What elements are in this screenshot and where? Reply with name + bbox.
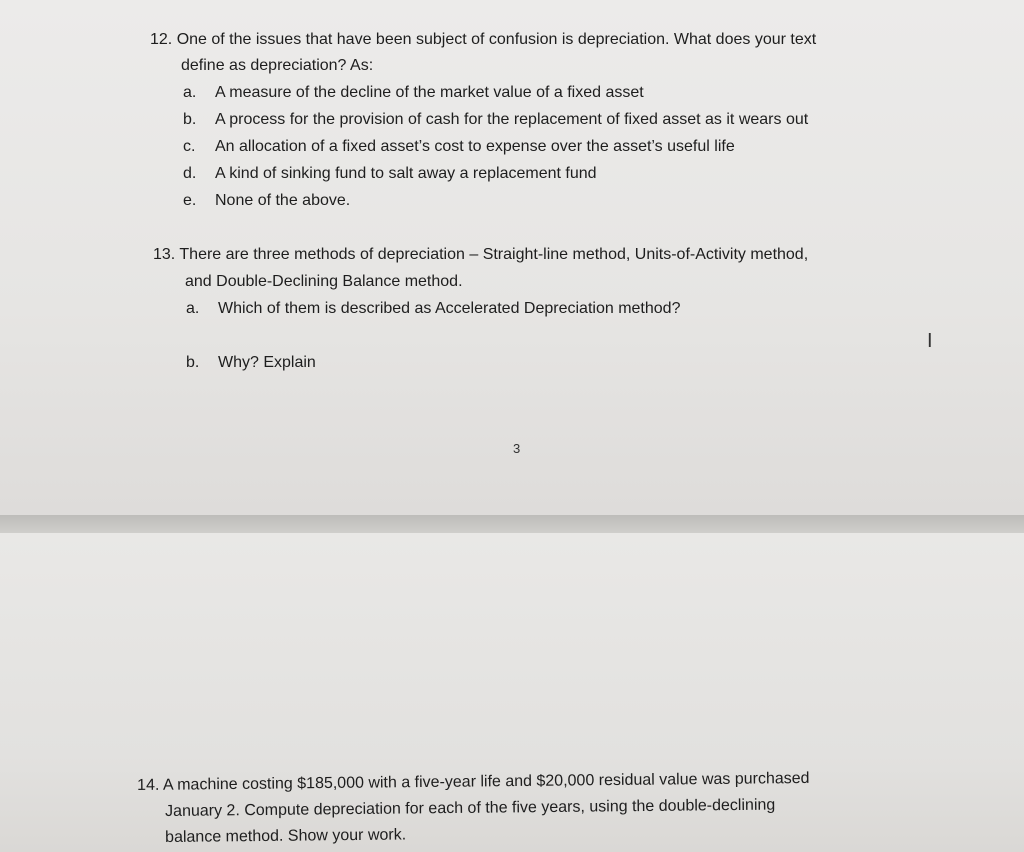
q13-part-a-text: Which of them is described as Accelerated Depreciation method? bbox=[218, 300, 681, 317]
q12-option-b-text: A process for the provision of cash for the replacement of fixed asset as it wears out bbox=[215, 111, 809, 128]
q12-option-a bbox=[183, 80, 883, 106]
q13-part-b bbox=[186, 350, 886, 376]
q12-option-d-letter: d. bbox=[183, 165, 197, 182]
q12-option-c bbox=[183, 134, 883, 160]
question-13-line-2: and Double-Declining Balance method. bbox=[185, 273, 463, 290]
q12-option-d-text: A kind of sinking fund to salt away a replacement fund bbox=[215, 165, 597, 182]
page-number: 3 bbox=[513, 441, 521, 456]
q13-part-a-letter: a. bbox=[186, 300, 200, 317]
page-gap bbox=[0, 515, 1024, 533]
question-14-line-1: 14. A machine costing $185,000 with a five-year life and $20,000 residual value was purchased bbox=[137, 769, 810, 794]
q13-part-b-letter: b. bbox=[186, 354, 200, 371]
q12-option-e-text: None of the above. bbox=[215, 192, 351, 209]
question-12-line-1: 12. One of the issues that have been subject of confusion is depreciation. What does your text bbox=[150, 31, 817, 48]
question-12-line-2: define as depreciation? As: bbox=[181, 57, 374, 74]
q13-part-a bbox=[186, 296, 886, 322]
q12-option-e bbox=[183, 188, 883, 214]
page-sheet-bottom bbox=[0, 533, 1024, 852]
q12-option-c-text: An allocation of a fixed asset’s cost to expense over the asset’s useful life bbox=[215, 138, 735, 155]
q12-option-d bbox=[183, 161, 883, 187]
q12-option-a-text: A measure of the decline of the market value of a fixed asset bbox=[215, 84, 644, 101]
q12-option-b bbox=[183, 107, 883, 133]
question-13-line-1: 13. There are three methods of depreciation – Straight-line method, Units-of-Activity method, bbox=[153, 246, 809, 263]
q12-option-b-letter: b. bbox=[183, 111, 197, 128]
question-14-line-3: balance method. Show your work. bbox=[165, 826, 407, 846]
question-14-line-2: January 2. Compute depreciation for each of the five years, using the double-declining bbox=[165, 796, 776, 820]
q12-option-c-letter: c. bbox=[183, 138, 196, 155]
text-cursor-icon: I bbox=[927, 330, 933, 352]
q12-option-e-letter: e. bbox=[183, 192, 197, 209]
q13-part-b-text: Why? Explain bbox=[218, 354, 316, 371]
q12-option-a-letter: a. bbox=[183, 84, 197, 101]
